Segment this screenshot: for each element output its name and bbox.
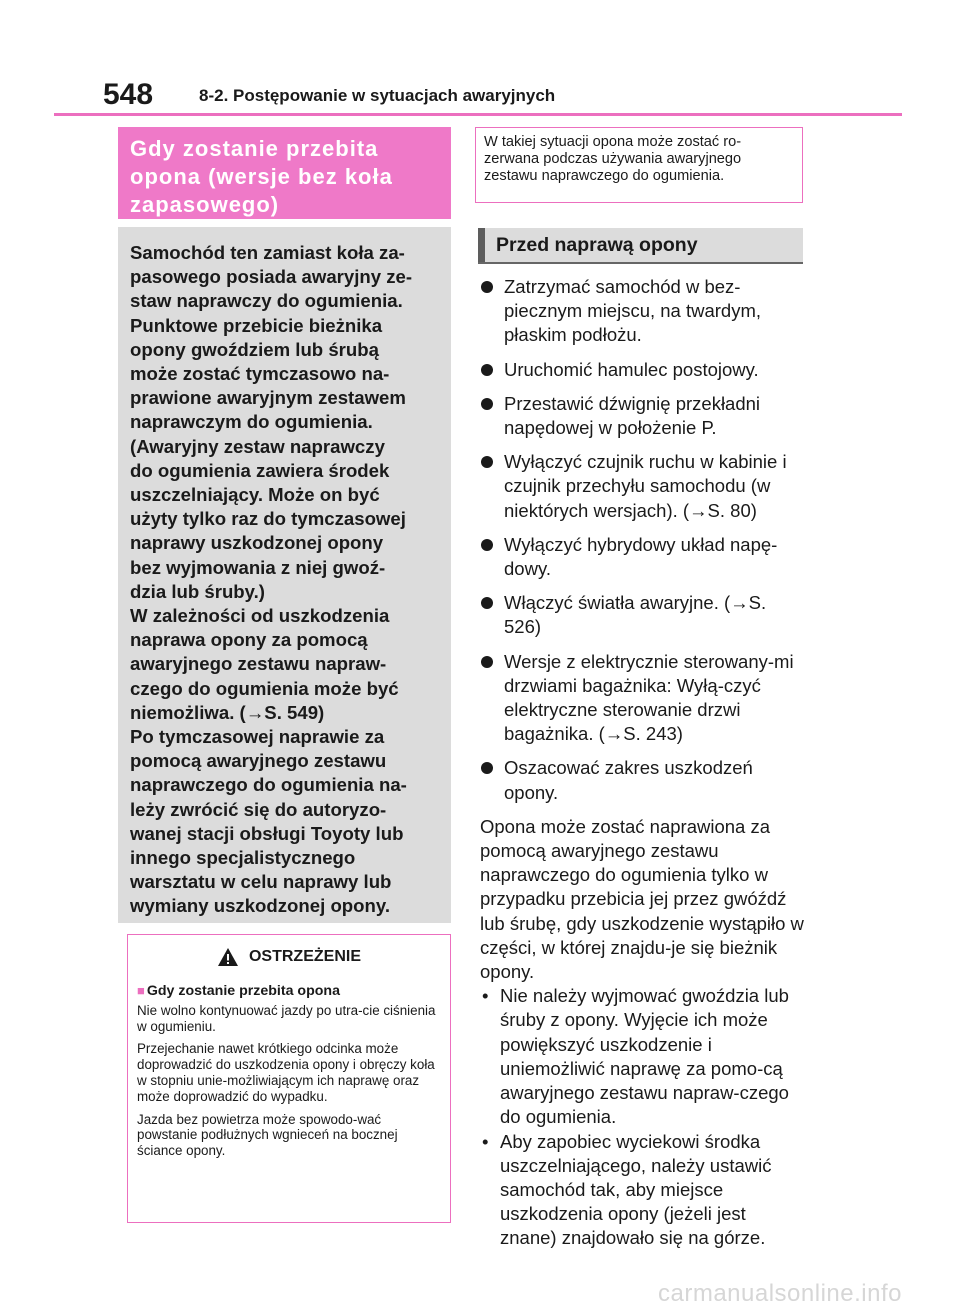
- intro-line: pomocą awaryjnego zestawu: [130, 750, 387, 772]
- intro-line: do ogumienia zawiera środek: [130, 459, 390, 481]
- bullet-dot-icon: [481, 364, 493, 376]
- intro-line: uszczelniający. Może on być: [130, 484, 380, 506]
- intro-line: może zostać tymczasowo na-: [130, 363, 390, 385]
- repair-paragraph: Opona może zostać naprawiona za pomocą awaryjnego zestawu naprawczego do ogumienia tylko w przypadku przebicia jej przez gwóźdź lub śrubę, gdy uszkodzenie wystąpiło w części, w której znajdu-je się bieżnik opony.: [480, 815, 804, 983]
- section-title: 8-2. Postępowanie w sytuacjach awaryjnych: [199, 86, 556, 105]
- checklist-item: [480, 275, 805, 348]
- intro-line: staw naprawczy do ogumienia.: [130, 290, 403, 312]
- topic-banner: [118, 127, 451, 219]
- checklist-item: [480, 533, 805, 581]
- page-number: 548: [103, 78, 154, 111]
- intro-line: prawione awaryjnym zestawem: [130, 387, 406, 409]
- checklist-item-text: Oszacować zakres uszkodzeń opony.: [504, 757, 753, 803]
- bullet-dot-icon: [481, 656, 493, 668]
- checklist-item-text: Przestawić dźwignię przekładni napędowej w położenie P.: [504, 392, 761, 439]
- bullet-dot-icon: [481, 762, 493, 774]
- bullet-dot-icon: [481, 456, 493, 468]
- intro-line: wanej stacji obsługi Toyoty lub: [130, 822, 404, 844]
- checklist-item: [480, 591, 805, 639]
- intro-line[interactable]: niemożliwa. (→S. 549): [130, 701, 325, 723]
- intro-line: awaryjnego zestawu napraw-: [130, 653, 387, 675]
- intro-line: W zależności od uszkodzenia: [130, 605, 390, 627]
- intro-line: wymiany uszkodzonej opony.: [130, 895, 391, 917]
- warning-paragraph: Nie wolno kontynuować jazdy po utra-cie ciśnienia w ogumieniu.: [137, 1002, 436, 1034]
- watermark: carmanualsonline.info: [658, 1280, 902, 1307]
- note-box: [475, 127, 803, 203]
- checklist-item-text[interactable]: Wyłączyć czujnik ruchu w kabinie i czujnik przechyłu samochodu (w niektórych wersjach). (→S. 80): [504, 451, 787, 521]
- bullet-dot-icon: [481, 281, 493, 293]
- right-column: [480, 275, 805, 1251]
- intro-line: naprawa opony za pomocą: [130, 629, 368, 651]
- checklist-item-text[interactable]: Włączyć światła awaryjne. (→S. 526): [504, 592, 767, 638]
- intro-line: naprawczym do ogumienia.: [130, 411, 373, 433]
- intro-line: naprawczego do ogumienia na-: [130, 774, 407, 796]
- warning-subheading: [137, 983, 441, 1000]
- checklist-item-text: Wyłączyć hybrydowy układ napę-dowy.: [504, 533, 778, 580]
- intro-line: Punktowe przebicie bieżnika: [130, 314, 383, 336]
- intro-line: pasowego posiada awaryjny ze-: [130, 266, 413, 288]
- intro-line: naprawy uszkodzonej opony: [130, 532, 384, 554]
- subsection-heading: [478, 228, 803, 264]
- intro-line: czego do ogumienia może być: [130, 677, 399, 699]
- note-list-item-text: Aby zapobiec wyciekowi środka uszczelniającego, należy ustawić samochód tak, aby miejsce uszkodzenia opony (jeżeli jest znane) znajdowało się na górze.: [500, 1130, 772, 1249]
- intro-line: użyty tylko raz do tymczasowej: [130, 508, 406, 530]
- subsection-bar: [478, 228, 485, 262]
- checklist-item: [480, 756, 805, 804]
- warning-title: OSTRZEŻENIE: [248, 948, 361, 965]
- bullet-dot-icon: [481, 597, 493, 609]
- warning-triangle-icon: [217, 947, 239, 967]
- intro-line: Samochód ten zamiast koła za-: [130, 242, 405, 263]
- checklist-item-text: Zatrzymać samochód w bez-piecznym miejscu, na twardym, płaskim podłożu.: [504, 276, 762, 346]
- note-list-item: [480, 1130, 805, 1251]
- intro-line: dzia lub śruby.): [130, 580, 265, 602]
- square-marker-icon: ■: [137, 983, 145, 998]
- checklist-item: [480, 450, 805, 523]
- checklist-item: [480, 392, 805, 440]
- warning-body: [128, 979, 450, 1159]
- note-list: [480, 984, 805, 1250]
- intro-line: warsztatu w celu naprawy lub: [130, 871, 392, 893]
- warning-header: [128, 935, 450, 979]
- dot-marker-icon: •: [482, 985, 489, 1007]
- intro-line: opony gwoździem lub śrubą: [130, 338, 379, 360]
- intro-block: [118, 227, 451, 923]
- warning-subheading-text: Gdy zostanie przebita opona: [146, 983, 340, 999]
- dot-marker-icon: •: [482, 1130, 489, 1152]
- warning-box: [127, 934, 451, 1223]
- warning-paragraph: Jazda bez powietrza może spowodo-wać powstanie podłużnych wgnieceń na bocznej ściance opony.: [137, 1111, 398, 1159]
- topic-banner-title: Gdy zostanie przebita opona (wersje bez koła zapasowego): [130, 136, 393, 217]
- checklist-item: [480, 358, 805, 382]
- intro-line: (Awaryjny zestaw naprawczy: [130, 435, 385, 457]
- note-text: W takiej sytuacji opona może zostać ro-zerwana podczas używania awaryjnego zestawu naprawczego do ogumienia.: [484, 134, 742, 185]
- intro-line: innego specjalistycznego: [130, 847, 356, 869]
- checklist: [480, 275, 805, 805]
- header-rule: [54, 113, 902, 116]
- note-list-item: [480, 984, 805, 1129]
- bullet-dot-icon: [481, 398, 493, 410]
- checklist-item-text[interactable]: Wersje z elektrycznie sterowany-mi drzwiami bagażnika: Wyłą-czyć elektryczne sterowanie drzwi bagażnika. (→S. 243): [504, 650, 794, 745]
- intro-line: leży zwrócić się do autoryzo-: [130, 798, 387, 820]
- page-header: [103, 78, 903, 112]
- subsection-title: Przed naprawą opony: [496, 234, 698, 256]
- intro-line: bez wyjmowania z niej gwoź-: [130, 556, 386, 578]
- bullet-dot-icon: [481, 539, 493, 551]
- checklist-item-text: Uruchomić hamulec postojowy.: [504, 358, 759, 380]
- warning-paragraph: Przejechanie nawet krótkiego odcinka może doprowadzić do uszkodzenia opony i obręczy koła w stopniu unie-możliwiającym ich naprawę oraz może doprowadzić do wypadku.: [137, 1041, 435, 1104]
- checklist-item: [480, 650, 805, 747]
- intro-line: Po tymczasowej naprawie za: [130, 726, 385, 748]
- note-list-item-text: Nie należy wyjmować gwoździa lub śruby z opony. Wyjęcie ich może powiększyć uszkodzenie i uniemożliwić naprawę za pomo-cą awaryjnego zestawu napraw-czego do ogumienia.: [500, 985, 789, 1128]
